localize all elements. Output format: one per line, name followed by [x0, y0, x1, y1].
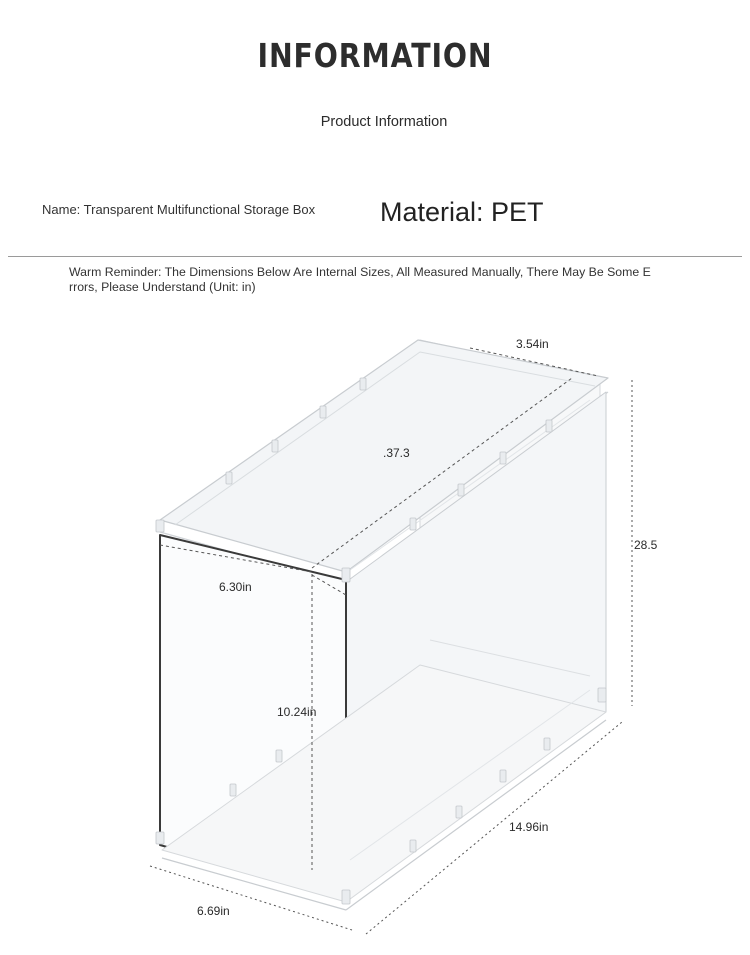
label-bottom-width: 6.69in	[197, 904, 230, 918]
page-subtitle: Product Information	[320, 114, 448, 130]
warm-reminder-line-2: rrors, Please Understand (Unit: in)	[69, 280, 256, 294]
warm-reminder-line-1: Warm Reminder: The Dimensions Below Are Internal Sizes, All Measured Manually, There May Be Some E	[69, 265, 651, 279]
product-name: Name: Transparent Multifunctional Storage Box	[42, 202, 316, 217]
label-top-depth: 3.54in	[516, 337, 549, 351]
label-front-width: 6.30in	[219, 580, 252, 594]
label-top-length: .37.3	[383, 446, 410, 460]
label-bottom-length: 14.96in	[509, 820, 549, 834]
page-title: INFORMATION	[257, 36, 493, 75]
product-material: Material: PET	[380, 197, 544, 227]
label-front-height: 10.24in	[277, 705, 317, 719]
label-right-height: 28.5	[634, 538, 658, 552]
